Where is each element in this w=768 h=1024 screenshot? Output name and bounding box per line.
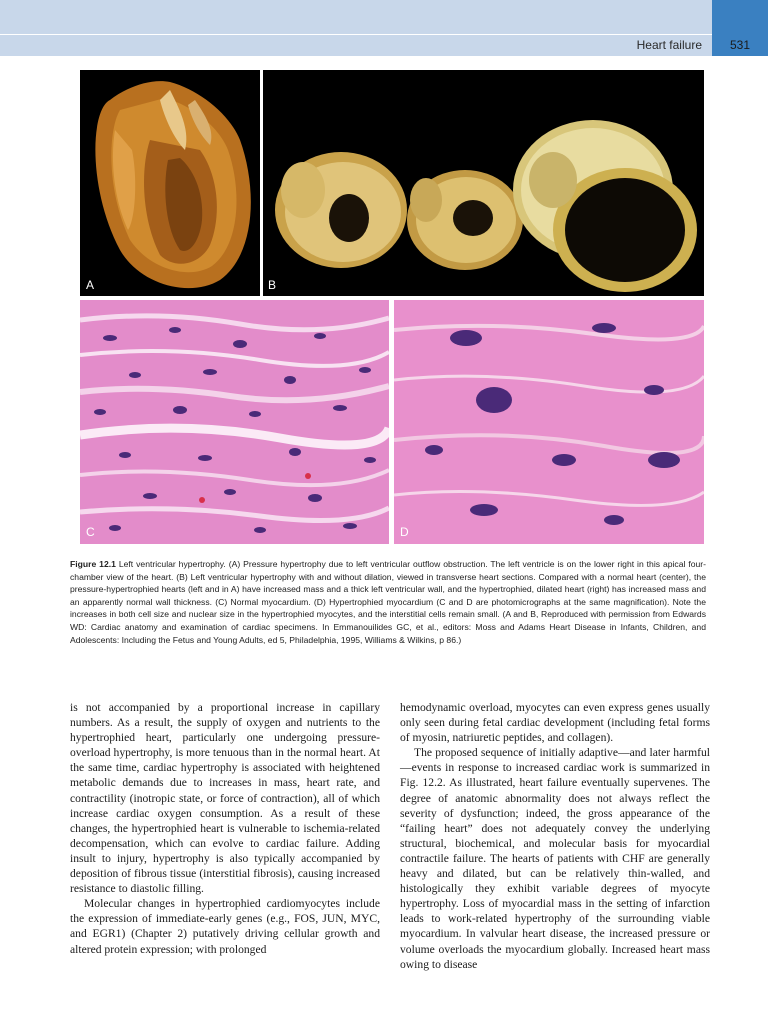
panel-label-b: B — [268, 278, 277, 292]
page-number: 531 — [729, 38, 751, 52]
body-paragraph: The proposed sequence of initially adaptive—and later harmful—events in response to increased cardiac work is summarized in Fig. 12.2. As illustrated, heart failure eventually supervenes. The degree of anatomic abnormality does not always reflect the severity of dysfunction; indeed, the gross appearance of the “failing heart” does not adequately convey the underlying structural, biochemical, and molecular basis for myocardial contractile failure. The hearts of patients with CHF are generally heavy and dilated, but can be relatively thin-walled, and histologically they exhibit variable degrees of myocyte hypertrophy. Loss of myocardial mass in the setting of infarction leads to work-related hypertrophy of the surrounding viable myocardium. In valvular heart disease, the increased pressure or volume overloads the myocardium globally. Increased heart mass owing to disease — [400, 746, 710, 971]
heart-sections-photo-b — [263, 70, 704, 296]
figure-caption — [70, 558, 706, 646]
figure-panel-d — [394, 300, 704, 544]
body-column-right — [400, 700, 710, 972]
panel-label-d: D — [400, 525, 409, 539]
figure-panel-b — [263, 70, 704, 296]
panel-label-c: C — [86, 525, 95, 539]
figure-caption-text: Left ventricular hypertrophy. (A) Pressure hypertrophy due to left ventricular outflow obstruction. The left ventricle is on the lower right in this apical four-chamber view of the heart. (B) Left ventricular hypertrophy with and without dilation, viewed in transverse heart sections. Compared with a normal heart (center), the pressure-hypertrophied hearts (left and in A) have increased mass and a thick left ventricular wall, and the hypertrophied, dilated heart (right) has increased mass and an apparently normal wall thickness. (C) Normal myocardium. (D) Hypertrophied myocardium (C and D are photomicrographs at the same magnification). Note the increases in both cell size and nuclear size in the hypertrophied myocytes, and the interstitial cells remain small. (A and B, Reproduced with permission from Edwards WD: Cardiac anatomy and examination of cardiac specimens. In Emmanouilides GC, et al., editors: Moss and Adams Heart Disease in Infants, Children, and Adolescents: Including the Fetus and Young Adults, ed 5, Philadelphia, 1995, Williams & Wilkins, p 86.) — [70, 559, 707, 645]
figure-panel-c — [80, 300, 389, 544]
micrograph-normal-c — [80, 300, 389, 544]
figure-caption-label: Figure 12.1 — [70, 559, 116, 569]
panel-label-a: A — [86, 278, 95, 292]
body-paragraph: Molecular changes in hypertrophied cardiomyocytes include the expression of immediate-early genes (e.g., FOS, JUN, MYC, and EGR1) (Chapter 2) putatively driving cellular growth and altered protein expression; with prolonged — [70, 897, 380, 956]
body-paragraph: hemodynamic overload, myocytes can even express genes usually only seen during fetal cardiac development (including fetal forms of myosin, natriuretic peptides, and collagen). — [400, 701, 710, 745]
micrograph-hypertrophied-d — [394, 300, 704, 544]
figure-panel-a — [80, 70, 260, 296]
body-paragraph: is not accompanied by a proportional increase in capillary numbers. As a result, the supply of oxygen and nutrients to the hypertrophied heart, particularly one undergoing pressure-overload hypertrophy, is more tenuous than in the normal heart. At the same time, cardiac hypertrophy is associated with heightened metabolic demands due to increases in mass, heart rate, and contractility (inotropic state, or force of contraction), all of which increase cardiac oxygen consumption. As a result of these changes, the hypertrophied heart is vulnerable to ischemia-related decompensation, which can evolve to cardiac failure. Adding insult to injury, hypertrophy is also typically accompanied by deposition of fibrous tissue (interstitial fibrosis), causing increased resistance to diastolic filling. — [70, 701, 380, 896]
running-title: Heart failure — [636, 38, 702, 52]
heart-photo-a — [80, 70, 260, 296]
body-column-left — [70, 700, 380, 957]
header-rule — [0, 34, 712, 35]
